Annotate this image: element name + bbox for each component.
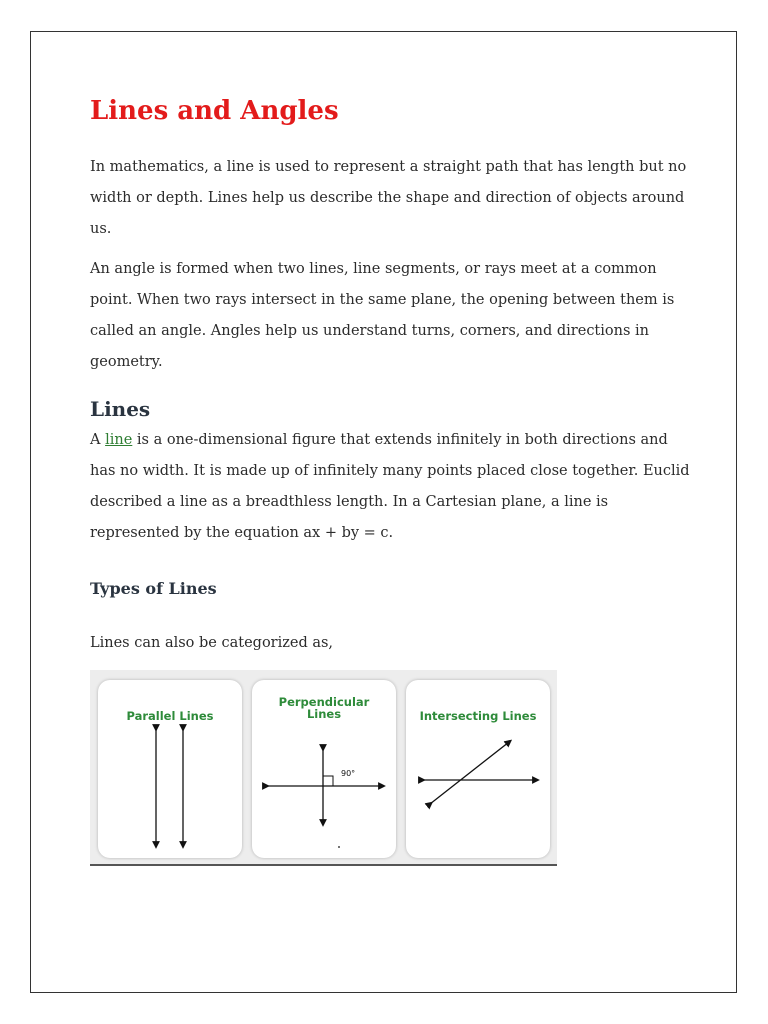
lines-paragraph xyxy=(90,425,690,549)
perpendicular-lines-card xyxy=(252,680,396,858)
lines-prefix: A xyxy=(90,432,106,448)
intersecting-lines-diagram xyxy=(406,680,550,858)
intersecting-lines-title: Intersecting Lines xyxy=(419,709,537,723)
right-angle-mark xyxy=(323,776,333,786)
intro-paragraph-2: An angle is formed when two lines, line segments, or rays meet at a common point. When two rays intersect in the same plane, the opening between them is called an angle. Angles help us understand turns, corners, and directions in geometry. xyxy=(90,261,675,370)
lines-heading: Lines xyxy=(90,397,151,421)
lines-body: is a one-dimensional figure that extends infinitely in both directions and has no width. It is made up of infinitely many points placed close together. Euclid described a line as a breadthless length. In a Cartesian plane, a line is represented by the equation ax + by = c. xyxy=(90,432,690,541)
parallel-lines-title: Parallel Lines xyxy=(126,709,214,723)
parallel-lines-card xyxy=(98,680,242,858)
intersecting-lines-card xyxy=(406,680,550,858)
types-of-lines-heading: Types of Lines xyxy=(90,579,217,598)
page-title: Lines and Angles xyxy=(90,96,339,126)
types-lead-text: Lines can also be categorized as, xyxy=(90,635,334,651)
types-of-lines-figure xyxy=(90,670,557,866)
intro-paragraph-1: In mathematics, a line is used to represent a straight path that has length but no width or depth. Lines help us describe the shape and direction of objects around us. xyxy=(90,159,687,237)
perpendicular-lines-title: Perpendicular Lines xyxy=(278,695,370,721)
perpendicular-lines-diagram xyxy=(252,680,396,858)
diagonal-line xyxy=(430,742,509,804)
line-link[interactable]: line xyxy=(105,432,133,448)
dot-mark xyxy=(338,846,340,848)
angle-label: 90° xyxy=(341,769,356,778)
parallel-lines-diagram xyxy=(98,680,242,858)
document-body xyxy=(90,92,690,659)
